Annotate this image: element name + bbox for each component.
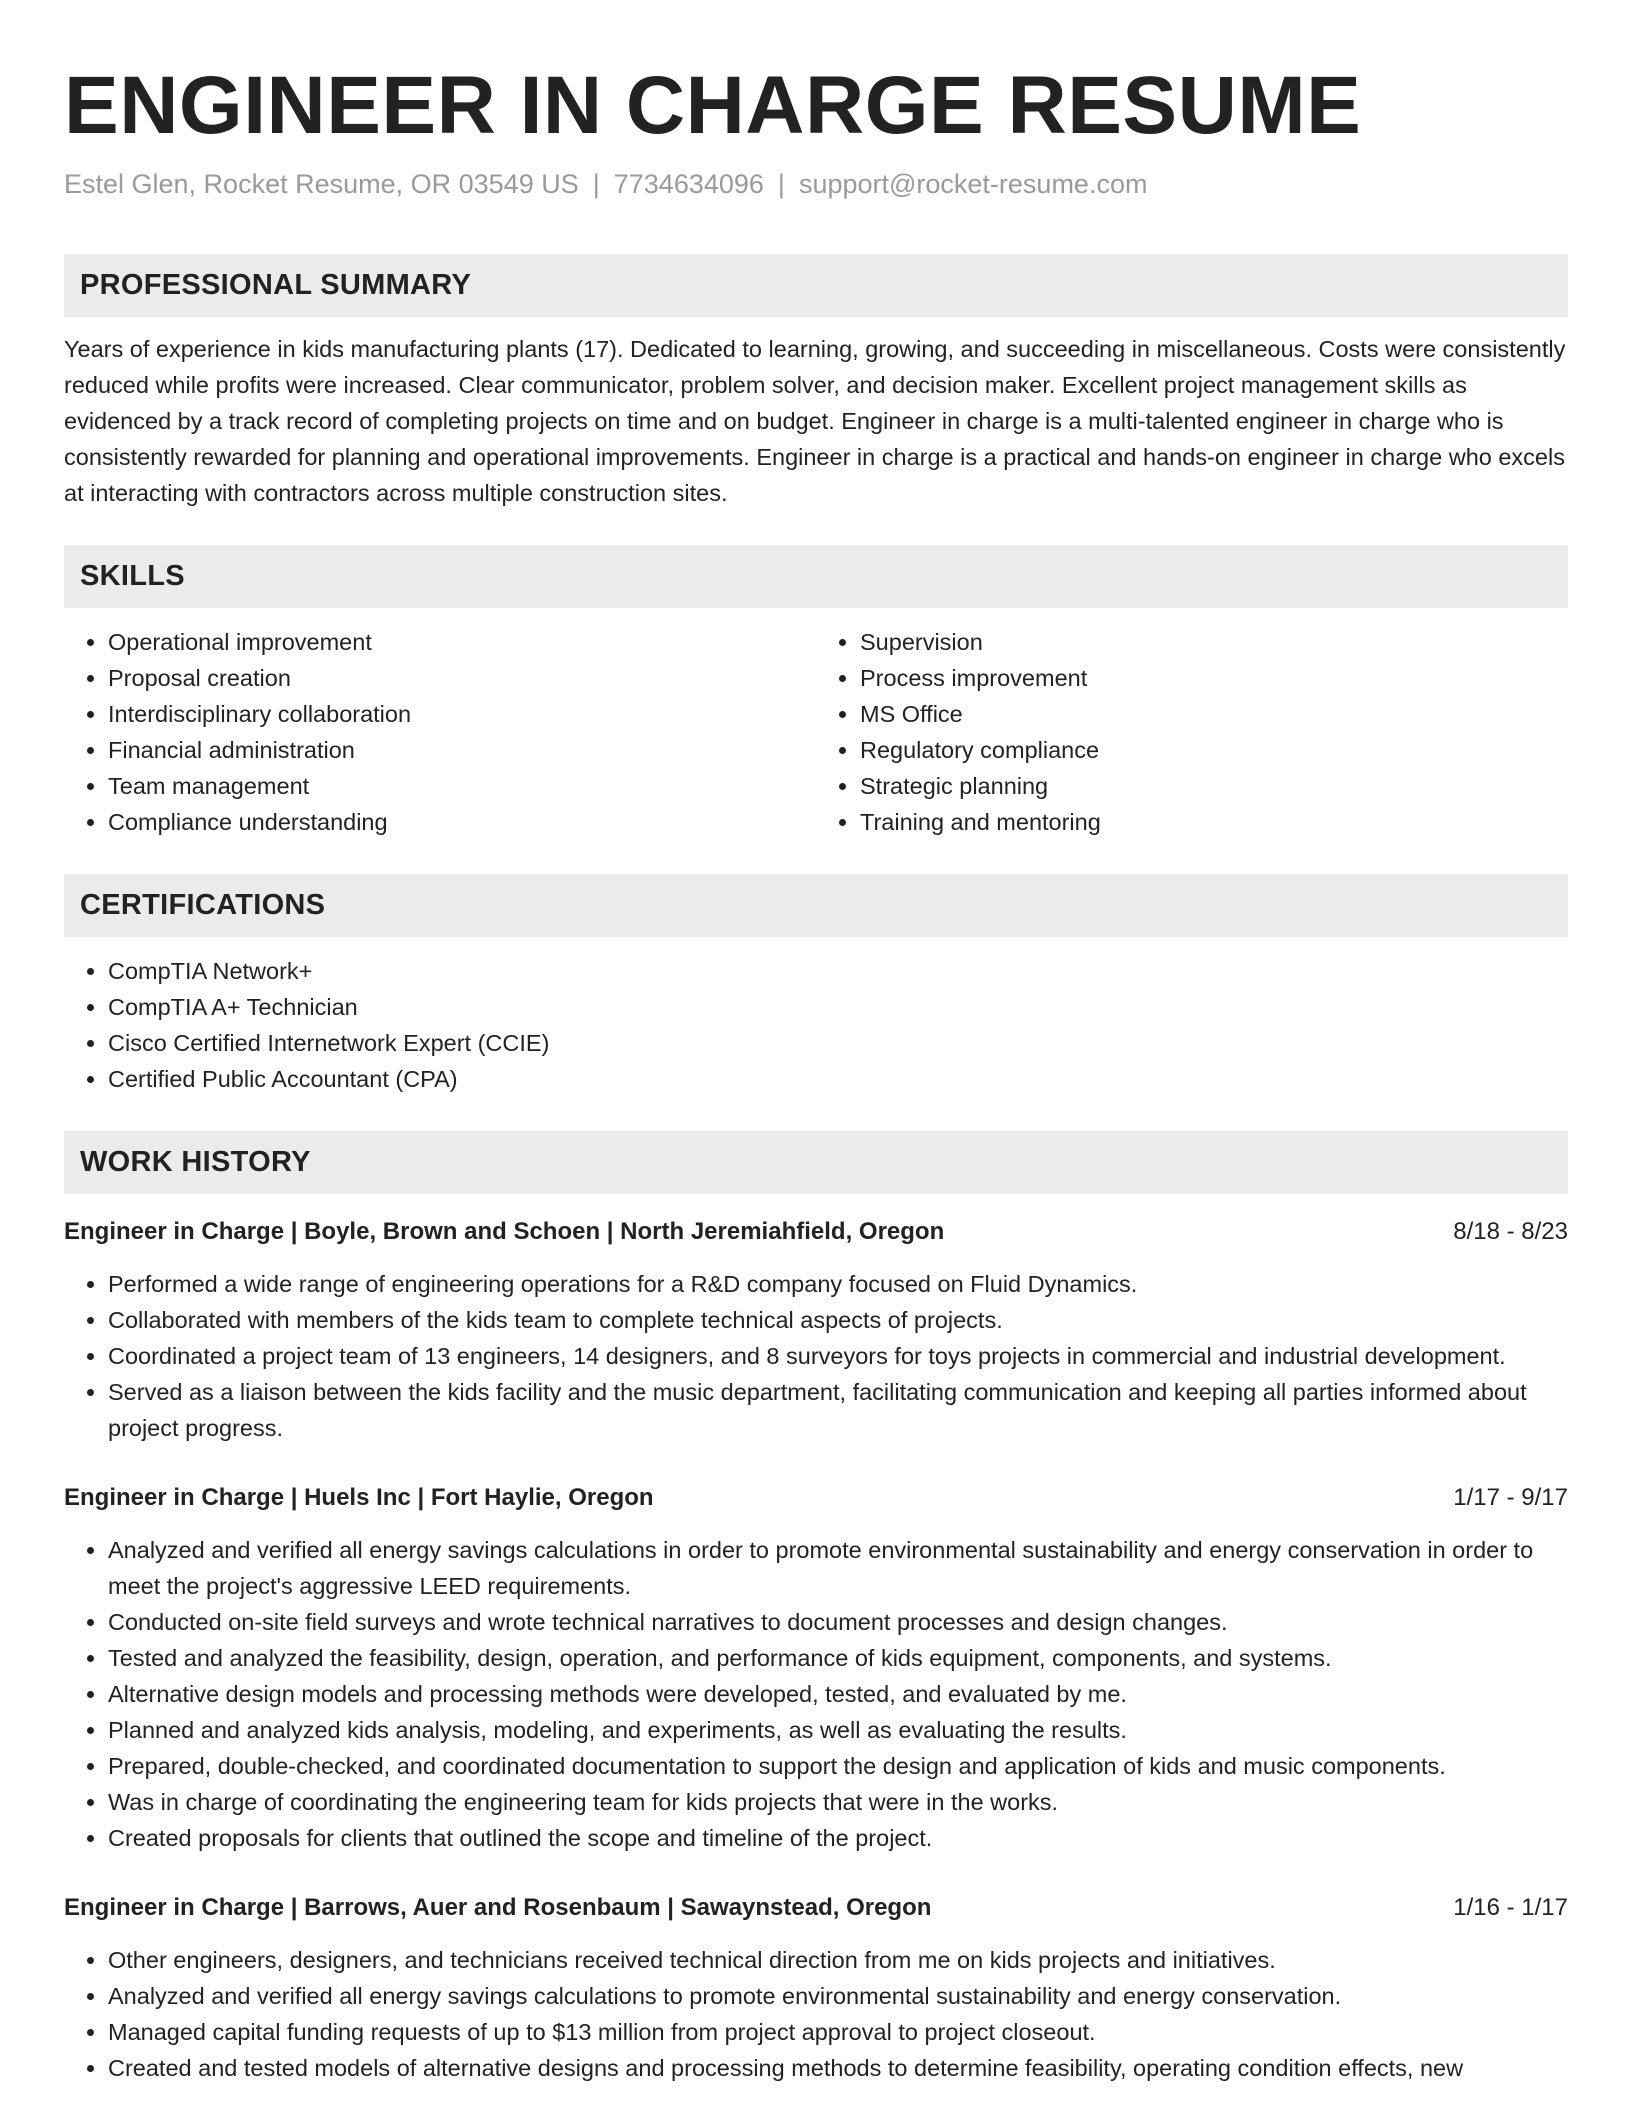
skill-item: • Proposal creation xyxy=(108,660,816,696)
skill-item: • Supervision xyxy=(860,624,1568,660)
job-bullet: • Alternative design models and processing methods were developed, tested, and evaluated by me. xyxy=(108,1676,1568,1712)
job-entry xyxy=(64,1890,1568,2086)
certification-item: • CompTIA A+ Technician xyxy=(108,989,1568,1025)
skill-item: • MS Office xyxy=(860,696,1568,732)
job-dates: 1/16 - 1/17 xyxy=(1453,1894,1568,1921)
work-history-section xyxy=(64,1131,1568,2086)
job-entry xyxy=(64,1480,1568,1856)
job-title: Engineer in Charge | Huels Inc | Fort Haylie, Oregon xyxy=(64,1484,654,1511)
contact-separator: | xyxy=(777,169,785,199)
job-bullet: • Conducted on-site field surveys and wrote technical narratives to document processes and design changes. xyxy=(108,1604,1568,1640)
contact-line xyxy=(64,166,1147,202)
job-title: Engineer in Charge | Boyle, Brown and Schoen | North Jeremiahfield, Oregon xyxy=(64,1218,945,1245)
certifications-list xyxy=(64,953,1568,1097)
job-header xyxy=(64,1480,1568,1516)
certification-item: • Cisco Certified Internetwork Expert (CCIE) xyxy=(108,1025,1568,1061)
job-header xyxy=(64,1214,1568,1250)
job-bullet: • Collaborated with members of the kids team to complete technical aspects of projects. xyxy=(108,1302,1568,1338)
job-bullet: • Was in charge of coordinating the engineering team for kids projects that were in the works. xyxy=(108,1784,1568,1820)
job-bullets xyxy=(64,1942,1568,2086)
skill-item: • Financial administration xyxy=(108,732,816,768)
certification-item: • Certified Public Accountant (CPA) xyxy=(108,1061,1568,1097)
skill-item: • Compliance understanding xyxy=(108,804,816,840)
section-heading: SKILLS xyxy=(64,545,1568,608)
contact-email: support@rocket-resume.com xyxy=(798,169,1148,199)
job-dates: 1/17 - 9/17 xyxy=(1453,1484,1568,1511)
job-bullet: • Planned and analyzed kids analysis, modeling, and experiments, as well as evaluating the results. xyxy=(108,1712,1568,1748)
job-bullet: • Served as a liaison between the kids facility and the music department, facilitating communication and keeping all parties informed about project progress. xyxy=(108,1374,1568,1446)
job-bullet: • Created and tested models of alternative designs and processing methods to determine feasibility, operating condition effects, new xyxy=(108,2050,1568,2086)
skills-grid xyxy=(64,624,1568,840)
skills-section xyxy=(64,545,1568,840)
job-title: Engineer in Charge | Barrows, Auer and Rosenbaum | Sawaynstead, Oregon xyxy=(64,1894,932,1921)
resume-sections xyxy=(64,254,1568,2086)
job-bullets xyxy=(64,1532,1568,1856)
job-dates: 8/18 - 8/23 xyxy=(1453,1218,1568,1245)
job-bullet: • Prepared, double-checked, and coordinated documentation to support the design and application of kids and music components. xyxy=(108,1748,1568,1784)
certification-item: • CompTIA Network+ xyxy=(108,953,1568,989)
job-bullet: • Analyzed and verified all energy savings calculations in order to promote environmental sustainability and energy conservation in order to meet the project's aggressive LEED requirements. xyxy=(108,1532,1568,1604)
section-heading: PROFESSIONAL SUMMARY xyxy=(64,254,1568,317)
certifications-section xyxy=(64,874,1568,1097)
job-bullet: • Managed capital funding requests of up to $13 million from project approval to project closeout. xyxy=(108,2014,1568,2050)
contact-address: Estel Glen, Rocket Resume, OR 03549 US xyxy=(64,169,579,199)
contact-phone: 7734634096 xyxy=(613,169,764,199)
summary-section xyxy=(64,254,1568,511)
section-heading: CERTIFICATIONS xyxy=(64,874,1568,937)
skill-item: • Training and mentoring xyxy=(860,804,1568,840)
resume-title: ENGINEER IN CHARGE RESUME xyxy=(64,60,1362,151)
skill-item: • Process improvement xyxy=(860,660,1568,696)
job-bullet: • Coordinated a project team of 13 engineers, 14 designers, and 8 surveyors for toys projects in commercial and industrial development. xyxy=(108,1338,1568,1374)
skill-item: • Operational improvement xyxy=(108,624,816,660)
summary-text: Years of experience in kids manufacturing plants (17). Dedicated to learning, growing, and succeeding in miscellaneous. Costs were consistently reduced while profits were increased. Clear communicator, problem solver, and decision maker. Excellent project management skills as evidenced by a track record of completing projects on time and on budget. Engineer in charge is a multi-talented engineer in charge who is consistently rewarded for planning and operational improvements. Engineer in charge is a practical and hands-on engineer in charge who excels at interacting with contractors across multiple construction sites. xyxy=(64,336,1566,506)
skills-right-list xyxy=(816,624,1568,840)
job-entry xyxy=(64,1214,1568,1446)
job-header xyxy=(64,1890,1568,1926)
skill-item: • Strategic planning xyxy=(860,768,1568,804)
job-bullet: • Analyzed and verified all energy savings calculations to promote environmental sustainability and energy conservation. xyxy=(108,1978,1568,2014)
job-bullet: • Performed a wide range of engineering operations for a R&D company focused on Fluid Dynamics. xyxy=(108,1266,1568,1302)
contact-separator: | xyxy=(592,169,600,199)
job-bullet: • Created proposals for clients that outlined the scope and timeline of the project. xyxy=(108,1820,1568,1856)
skill-item: • Interdisciplinary collaboration xyxy=(108,696,816,732)
section-heading: WORK HISTORY xyxy=(64,1131,1568,1194)
job-bullet: • Other engineers, designers, and technicians received technical direction from me on kids projects and initiatives. xyxy=(108,1942,1568,1978)
job-bullets xyxy=(64,1266,1568,1446)
skill-item: • Regulatory compliance xyxy=(860,732,1568,768)
job-bullet: • Tested and analyzed the feasibility, design, operation, and performance of kids equipment, components, and systems. xyxy=(108,1640,1568,1676)
skills-left-list xyxy=(64,624,816,840)
skill-item: • Team management xyxy=(108,768,816,804)
